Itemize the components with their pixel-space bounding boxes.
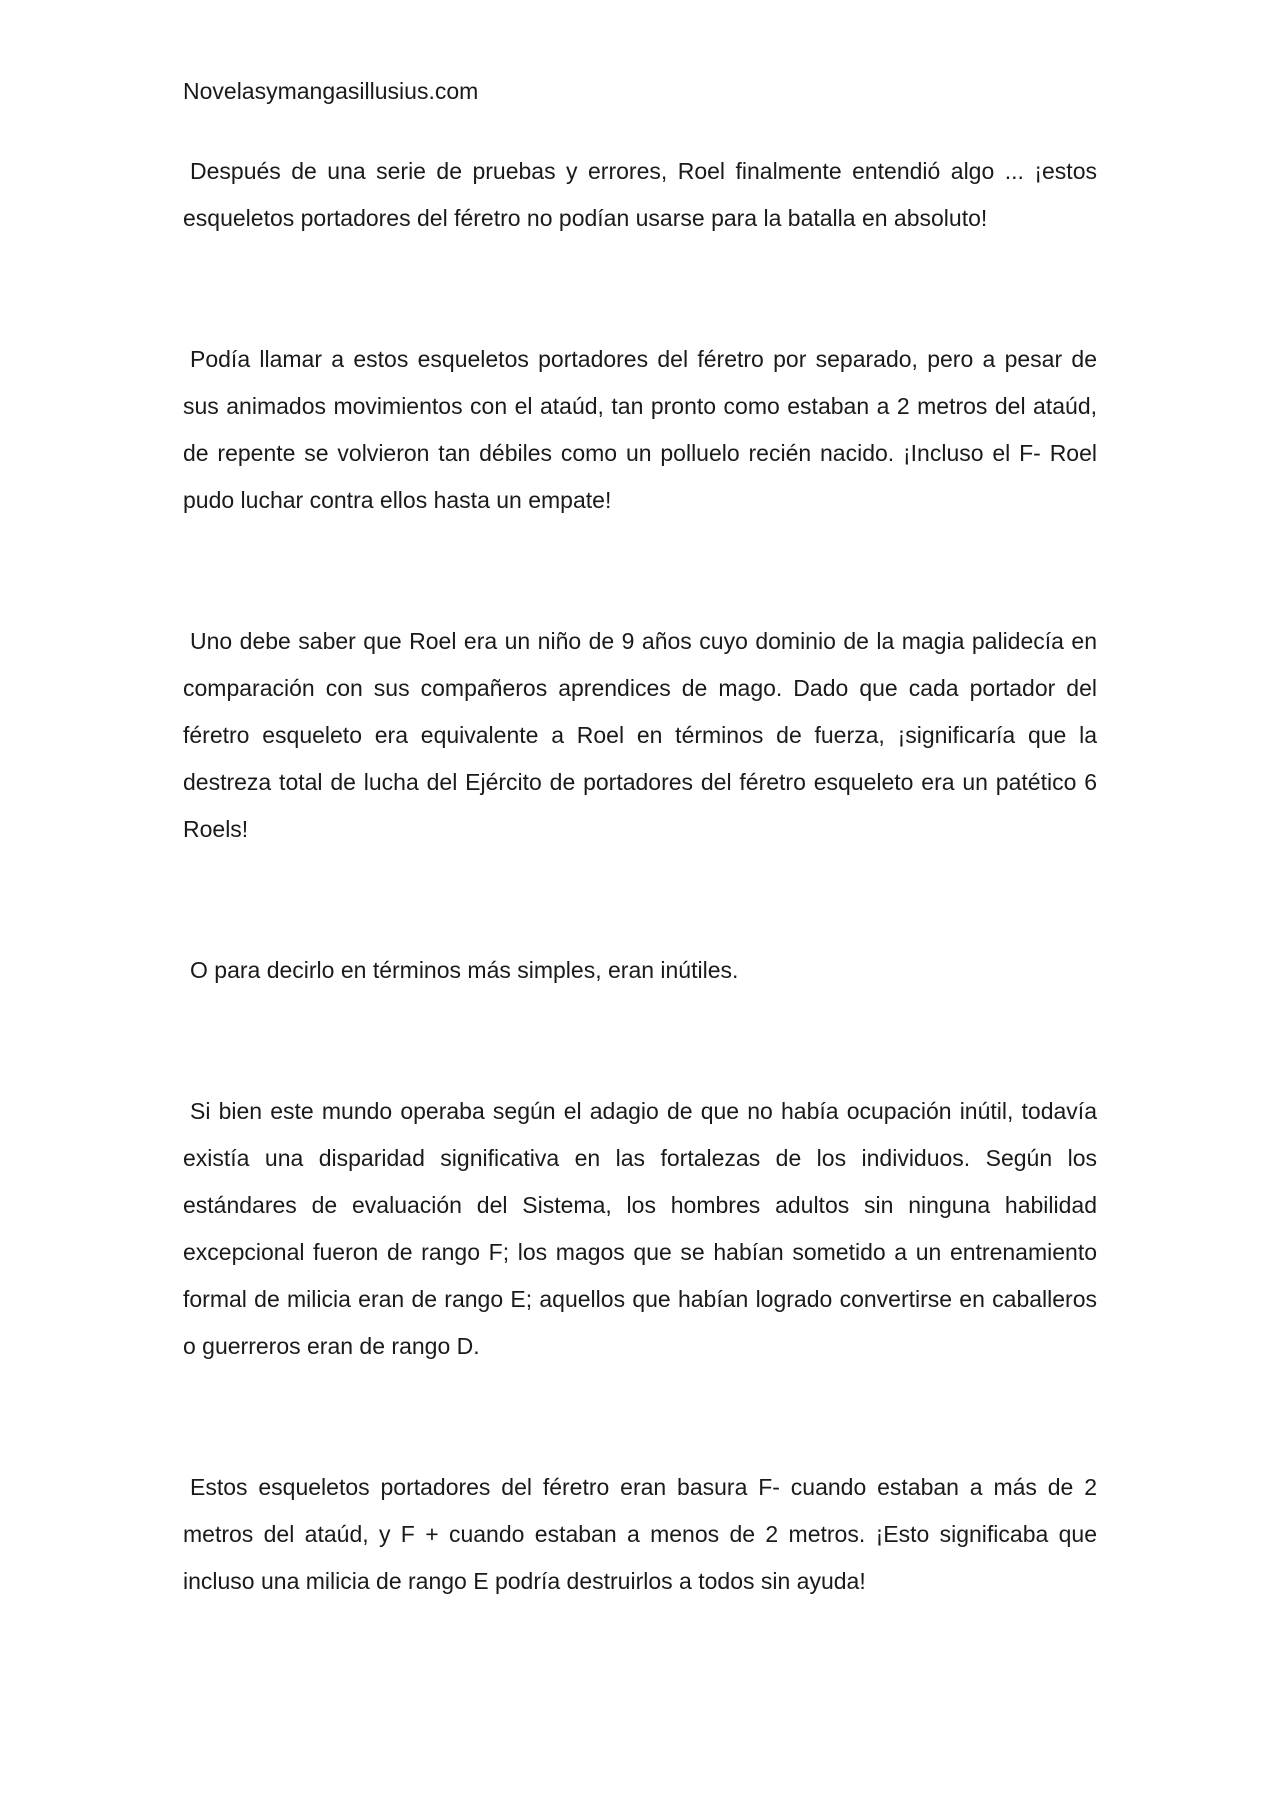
paragraph-1: Después de una serie de pruebas y errores, Roel finalmente entendió algo ... ¡estos esqueletos portadores del féretro no podían usarse para la batalla en absoluto! <box>183 158 1097 231</box>
paragraph-2: Podía llamar a estos esqueletos portadores del féretro por separado, pero a pesar de sus animados movimientos con el ataúd, tan pronto como estaban a 2 metros del ataúd, de repente se volvieron tan débiles como un polluelo recién nacido. ¡Incluso el F- Roel pudo luchar contra ellos hasta un empate! <box>183 346 1097 513</box>
page-header-site: Novelasymangasillusius.com <box>183 78 479 104</box>
paragraph-3: Uno debe saber que Roel era un niño de 9 años cuyo dominio de la magia palidecía en comparación con sus compañeros aprendices de mago. Dado que cada portador del féretro esqueleto era equivalente a Roel en términos de fuerza, ¡significaría que la destreza total de lucha del Ejército de portadores del féretro esqueleto era un patético 6 Roels! <box>183 628 1097 842</box>
paragraph-4: O para decirlo en términos más simples, eran inútiles. <box>190 957 739 983</box>
paragraph-5: Si bien este mundo operaba según el adagio de que no había ocupación inútil, todavía existía una disparidad significativa en las fortalezas de los individuos. Según los estándares de evaluación del Sistema, los hombres adultos sin ninguna habilidad excepcional fueron de rango F; los magos que se habían sometido a un entrenamiento formal de milicia eran de rango E; aquellos que habían logrado convertirse en caballeros o guerreros eran de rango D. <box>183 1098 1097 1359</box>
document-body <box>183 148 1097 1605</box>
paragraph-6: Estos esqueletos portadores del féretro eran basura F- cuando estaban a más de 2 metros del ataúd, y F + cuando estaban a menos de 2 metros. ¡Esto significaba que incluso una milicia de rango E podría destruirlos a todos sin ayuda! <box>183 1474 1097 1594</box>
